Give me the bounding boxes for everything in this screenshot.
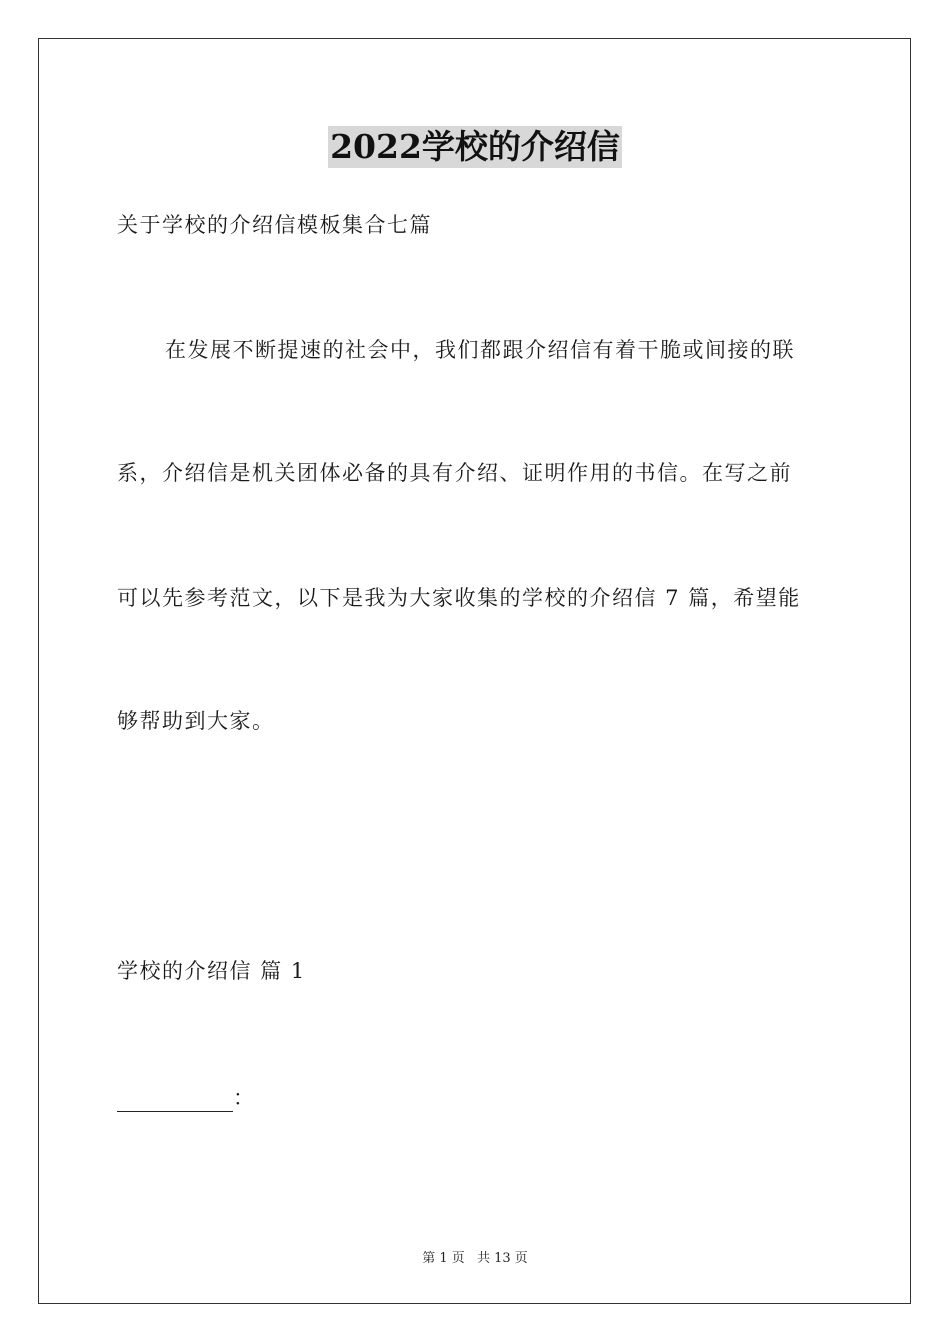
recipient-colon: ： [233,1086,256,1110]
page-footer [0,1247,950,1266]
document-subtitle: 关于学校的介绍信模板集合七篇 [117,213,432,237]
section-heading: 学校的介绍信 篇 1 [117,959,306,983]
document-title: 2022学校的介绍信 [330,127,620,166]
title-container [0,126,950,168]
page-total: 共 13 页 [476,1251,528,1266]
recipient-line [117,1084,256,1112]
paragraph-line-2: 系，介绍信是机关团体必备的具有介绍、证明作用的书信。在写之前 [117,461,792,485]
page-number: 第 1 页 [422,1251,465,1266]
paragraph-line-4: 够帮助到大家。 [117,709,275,733]
paragraph-line-1: 在发展不断提速的社会中，我们都跟介绍信有着干脆或间接的联 [165,338,795,362]
recipient-blank [117,1089,233,1112]
paragraph-line-3: 可以先参考范文，以下是我为大家收集的学校的介绍信 7 篇，希望能 [117,586,801,610]
